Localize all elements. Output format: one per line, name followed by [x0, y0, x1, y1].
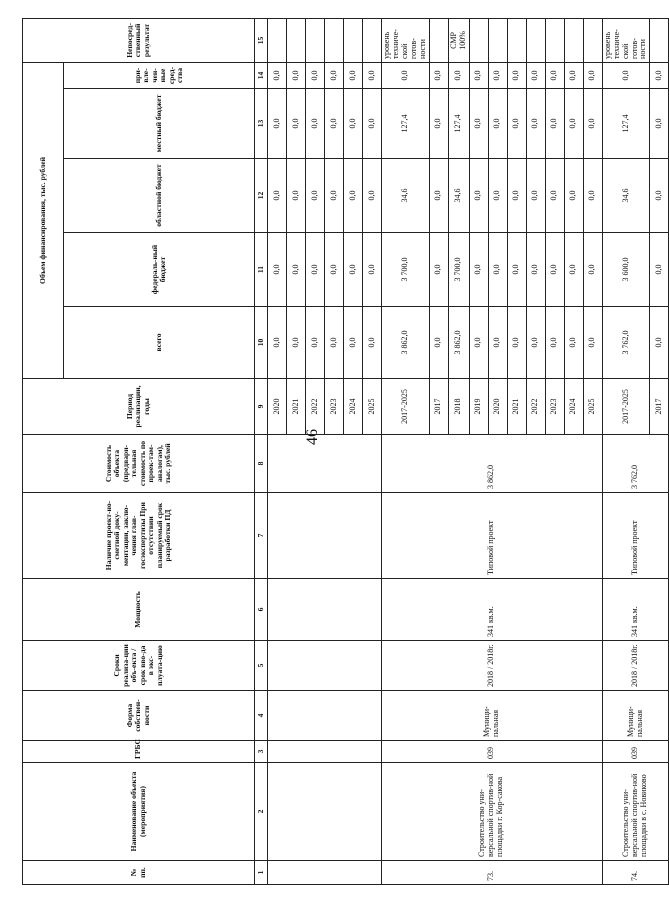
federal-cell: 0,0 — [650, 233, 669, 307]
header-regional: областной бюджет — [64, 159, 255, 233]
total-cell: 0,0 — [583, 307, 602, 379]
total-cell: 0,0 — [429, 307, 448, 379]
local-cell: 0,0 — [507, 89, 526, 159]
total-cell: 3 762,0 — [602, 307, 650, 379]
object-cost: 3 862,0 — [382, 435, 603, 493]
attracted-cell: 0,0 — [602, 62, 650, 88]
year-cell: 2020 — [268, 379, 287, 435]
col-number: 2 — [255, 763, 268, 861]
year-cell: 2020 — [488, 379, 507, 435]
regional-cell: 0,0 — [344, 159, 363, 233]
page-number: 46 — [304, 429, 321, 445]
col-number: 1 — [255, 861, 268, 885]
object-term: 2018 / 2018г. — [602, 641, 669, 691]
prev-object-cell — [268, 493, 382, 579]
attracted-cell: 0,0 — [448, 62, 469, 88]
attracted-cell: 0,0 — [306, 62, 325, 88]
attracted-cell: 0,0 — [382, 62, 430, 88]
prev-object-cell — [268, 741, 382, 763]
federal-cell: 3 700,0 — [382, 233, 430, 307]
total-cell: 0,0 — [306, 307, 325, 379]
result-cell: уровень техниче-ской готов-ности — [382, 18, 430, 62]
total-cell: 0,0 — [564, 307, 583, 379]
object-cost: 3 762,0 — [602, 435, 669, 493]
regional-cell: 0,0 — [325, 159, 344, 233]
result-cell — [507, 18, 526, 62]
year-cell: 2021 — [507, 379, 526, 435]
object-capacity: 341 кв.м. — [602, 579, 669, 641]
regional-cell: 0,0 — [429, 159, 448, 233]
result-cell — [488, 18, 507, 62]
year-cell: 2022 — [306, 379, 325, 435]
result-cell — [564, 18, 583, 62]
col-number: 10 — [255, 307, 268, 379]
prev-object-cell — [268, 641, 382, 691]
table-row — [382, 18, 430, 884]
total-cell: 0,0 — [545, 307, 564, 379]
regional-cell: 34,6 — [448, 159, 469, 233]
attracted-cell: 0,0 — [469, 62, 488, 88]
federal-cell: 0,0 — [306, 233, 325, 307]
col-number: 12 — [255, 159, 268, 233]
year-cell: 2017 — [429, 379, 448, 435]
local-cell: 0,0 — [363, 89, 382, 159]
attracted-cell: 0,0 — [507, 62, 526, 88]
result-cell: СМР 100% — [448, 18, 469, 62]
object-grbs: 039 — [602, 741, 669, 763]
attracted-cell: 0,0 — [488, 62, 507, 88]
col-number: 4 — [255, 691, 268, 741]
prev-object-cell — [268, 763, 382, 861]
total-cell: 3 862,0 — [382, 307, 430, 379]
result-cell — [268, 18, 287, 62]
col-number: 11 — [255, 233, 268, 307]
result-cell — [429, 18, 448, 62]
header-financing-group: Объем финансирования, тыс. рублей — [23, 62, 64, 378]
result-cell — [526, 18, 545, 62]
col-number: 7 — [255, 493, 268, 579]
federal-cell: 0,0 — [429, 233, 448, 307]
regional-cell: 0,0 — [583, 159, 602, 233]
result-cell — [650, 18, 669, 62]
result-cell — [306, 18, 325, 62]
federal-cell: 0,0 — [469, 233, 488, 307]
regional-cell: 0,0 — [306, 159, 325, 233]
prev-object-cell — [268, 579, 382, 641]
header-docs: Наличие проект-но-сметной доку-ментации, заклю-чения глав-госэкспертизы При отсутствии планируемый срок разработки ПД — [23, 493, 255, 579]
local-cell: 0,0 — [488, 89, 507, 159]
local-cell: 0,0 — [583, 89, 602, 159]
header-federal: федераль-ный бюджет — [64, 233, 255, 307]
period-cell: 2017-2025 — [382, 379, 430, 435]
federal-cell: 0,0 — [268, 233, 287, 307]
col-number: 9 — [255, 379, 268, 435]
total-cell: 0,0 — [507, 307, 526, 379]
object-docs: Типовой проект — [602, 493, 669, 579]
total-cell: 0,0 — [344, 307, 363, 379]
result-cell — [469, 18, 488, 62]
regional-cell: 0,0 — [545, 159, 564, 233]
attracted-cell: 0,0 — [564, 62, 583, 88]
object-number: 73. — [382, 861, 603, 885]
regional-cell: 0,0 — [507, 159, 526, 233]
federal-cell: 0,0 — [363, 233, 382, 307]
object-term: 2018 / 2018г. — [382, 641, 603, 691]
attracted-cell: 0,0 — [545, 62, 564, 88]
regional-cell: 0,0 — [268, 159, 287, 233]
attracted-cell: 0,0 — [287, 62, 306, 88]
attracted-cell: 0,0 — [325, 62, 344, 88]
local-cell: 127,4 — [382, 89, 430, 159]
header-attracted: при-вле-чен-ные сред-ства — [64, 62, 255, 88]
attracted-cell: 0,0 — [526, 62, 545, 88]
year-cell: 2025 — [583, 379, 602, 435]
year-cell: 2022 — [526, 379, 545, 435]
total-cell: 0,0 — [488, 307, 507, 379]
header-period: Период реализации, годы — [23, 379, 255, 435]
local-cell: 0,0 — [429, 89, 448, 159]
header-capacity: Мощность — [23, 579, 255, 641]
object-capacity: 341 кв.м. — [382, 579, 603, 641]
local-cell: 0,0 — [469, 89, 488, 159]
federal-cell: 0,0 — [287, 233, 306, 307]
period-cell: 2017-2025 — [602, 379, 650, 435]
local-cell: 0,0 — [325, 89, 344, 159]
col-number: 13 — [255, 89, 268, 159]
header-local: местный бюджет — [64, 89, 255, 159]
year-cell: 2024 — [344, 379, 363, 435]
prev-object-cell — [268, 861, 382, 885]
federal-cell: 0,0 — [325, 233, 344, 307]
federal-cell: 3 700,0 — [448, 233, 469, 307]
local-cell: 0,0 — [287, 89, 306, 159]
header-term: Сроки реализа-ции объ-екта / срок вво-да в экс-плуата-цию — [23, 641, 255, 691]
header-name: Наименование объекта (мероприятия) — [23, 763, 255, 861]
regional-cell: 0,0 — [287, 159, 306, 233]
result-cell — [344, 18, 363, 62]
total-cell: 0,0 — [287, 307, 306, 379]
result-cell — [583, 18, 602, 62]
result-cell — [325, 18, 344, 62]
federal-cell: 0,0 — [583, 233, 602, 307]
result-cell — [545, 18, 564, 62]
table-row — [268, 18, 287, 884]
year-cell: 2018 — [448, 379, 469, 435]
local-cell: 0,0 — [344, 89, 363, 159]
total-cell: 0,0 — [363, 307, 382, 379]
regional-cell: 0,0 — [488, 159, 507, 233]
attracted-cell: 0,0 — [650, 62, 669, 88]
object-grbs: 039 — [382, 741, 603, 763]
result-cell — [287, 18, 306, 62]
attracted-cell: 0,0 — [268, 62, 287, 88]
col-number: 3 — [255, 741, 268, 763]
regional-cell: 0,0 — [526, 159, 545, 233]
object-name: Строительство уни-версальной спортив-ной площадки в с. Новиково — [602, 763, 669, 861]
header-total: всего — [64, 307, 255, 379]
column-number-row — [255, 18, 268, 884]
object-name: Строительство уни-версальной спортив-ной площадки г. Кор-сакова — [382, 763, 603, 861]
regional-cell: 0,0 — [363, 159, 382, 233]
year-cell: 2019 — [469, 379, 488, 435]
year-cell: 2025 — [363, 379, 382, 435]
col-number: 6 — [255, 579, 268, 641]
federal-cell: 0,0 — [344, 233, 363, 307]
total-cell: 0,0 — [469, 307, 488, 379]
year-cell: 2023 — [325, 379, 344, 435]
year-cell: 2021 — [287, 379, 306, 435]
federal-cell: 0,0 — [526, 233, 545, 307]
attracted-cell: 0,0 — [363, 62, 382, 88]
total-cell: 0,0 — [325, 307, 344, 379]
object-docs: Типовой проект — [382, 493, 603, 579]
col-number: 14 — [255, 62, 268, 88]
result-cell — [363, 18, 382, 62]
financing-table — [22, 18, 669, 885]
local-cell: 127,4 — [602, 89, 650, 159]
result-cell: уровень техниче-ской готов-ности — [602, 18, 650, 62]
col-number: 8 — [255, 435, 268, 493]
federal-cell: 0,0 — [564, 233, 583, 307]
total-cell: 0,0 — [268, 307, 287, 379]
federal-cell: 0,0 — [545, 233, 564, 307]
local-cell: 0,0 — [564, 89, 583, 159]
attracted-cell: 0,0 — [344, 62, 363, 88]
regional-cell: 0,0 — [469, 159, 488, 233]
prev-object-cell — [268, 435, 382, 493]
total-cell: 0,0 — [650, 307, 669, 379]
local-cell: 0,0 — [650, 89, 669, 159]
local-cell: 0,0 — [306, 89, 325, 159]
header-grbs: ГРБС — [23, 741, 255, 763]
table-row — [602, 18, 650, 884]
header-cost: Стоимость объекта (предвари-тельная стоимость по проек-там-аналогам), тыс. рублей — [23, 435, 255, 493]
federal-cell: 3 600,0 — [602, 233, 650, 307]
header-num: № пп. — [23, 861, 255, 885]
local-cell: 0,0 — [545, 89, 564, 159]
attracted-cell: 0,0 — [583, 62, 602, 88]
object-number: 74. — [602, 861, 669, 885]
regional-cell: 34,6 — [602, 159, 650, 233]
year-cell: 2017 — [650, 379, 669, 435]
attracted-cell: 0,0 — [429, 62, 448, 88]
regional-cell: 0,0 — [650, 159, 669, 233]
header-result: Непосред-ственный результат — [23, 18, 255, 62]
year-cell: 2023 — [545, 379, 564, 435]
local-cell: 127,4 — [448, 89, 469, 159]
total-cell: 0,0 — [526, 307, 545, 379]
object-ownership: Муници-пальная — [382, 691, 603, 741]
col-number: 5 — [255, 641, 268, 691]
local-cell: 0,0 — [526, 89, 545, 159]
total-cell: 3 862,0 — [448, 307, 469, 379]
federal-cell: 0,0 — [507, 233, 526, 307]
federal-cell: 0,0 — [488, 233, 507, 307]
header-ownership: Форма собствен-ности — [23, 691, 255, 741]
regional-cell: 34,6 — [382, 159, 430, 233]
object-ownership: Муници-пальная — [602, 691, 669, 741]
col-number: 15 — [255, 18, 268, 62]
year-cell: 2024 — [564, 379, 583, 435]
regional-cell: 0,0 — [564, 159, 583, 233]
prev-object-cell — [268, 691, 382, 741]
local-cell: 0,0 — [268, 89, 287, 159]
